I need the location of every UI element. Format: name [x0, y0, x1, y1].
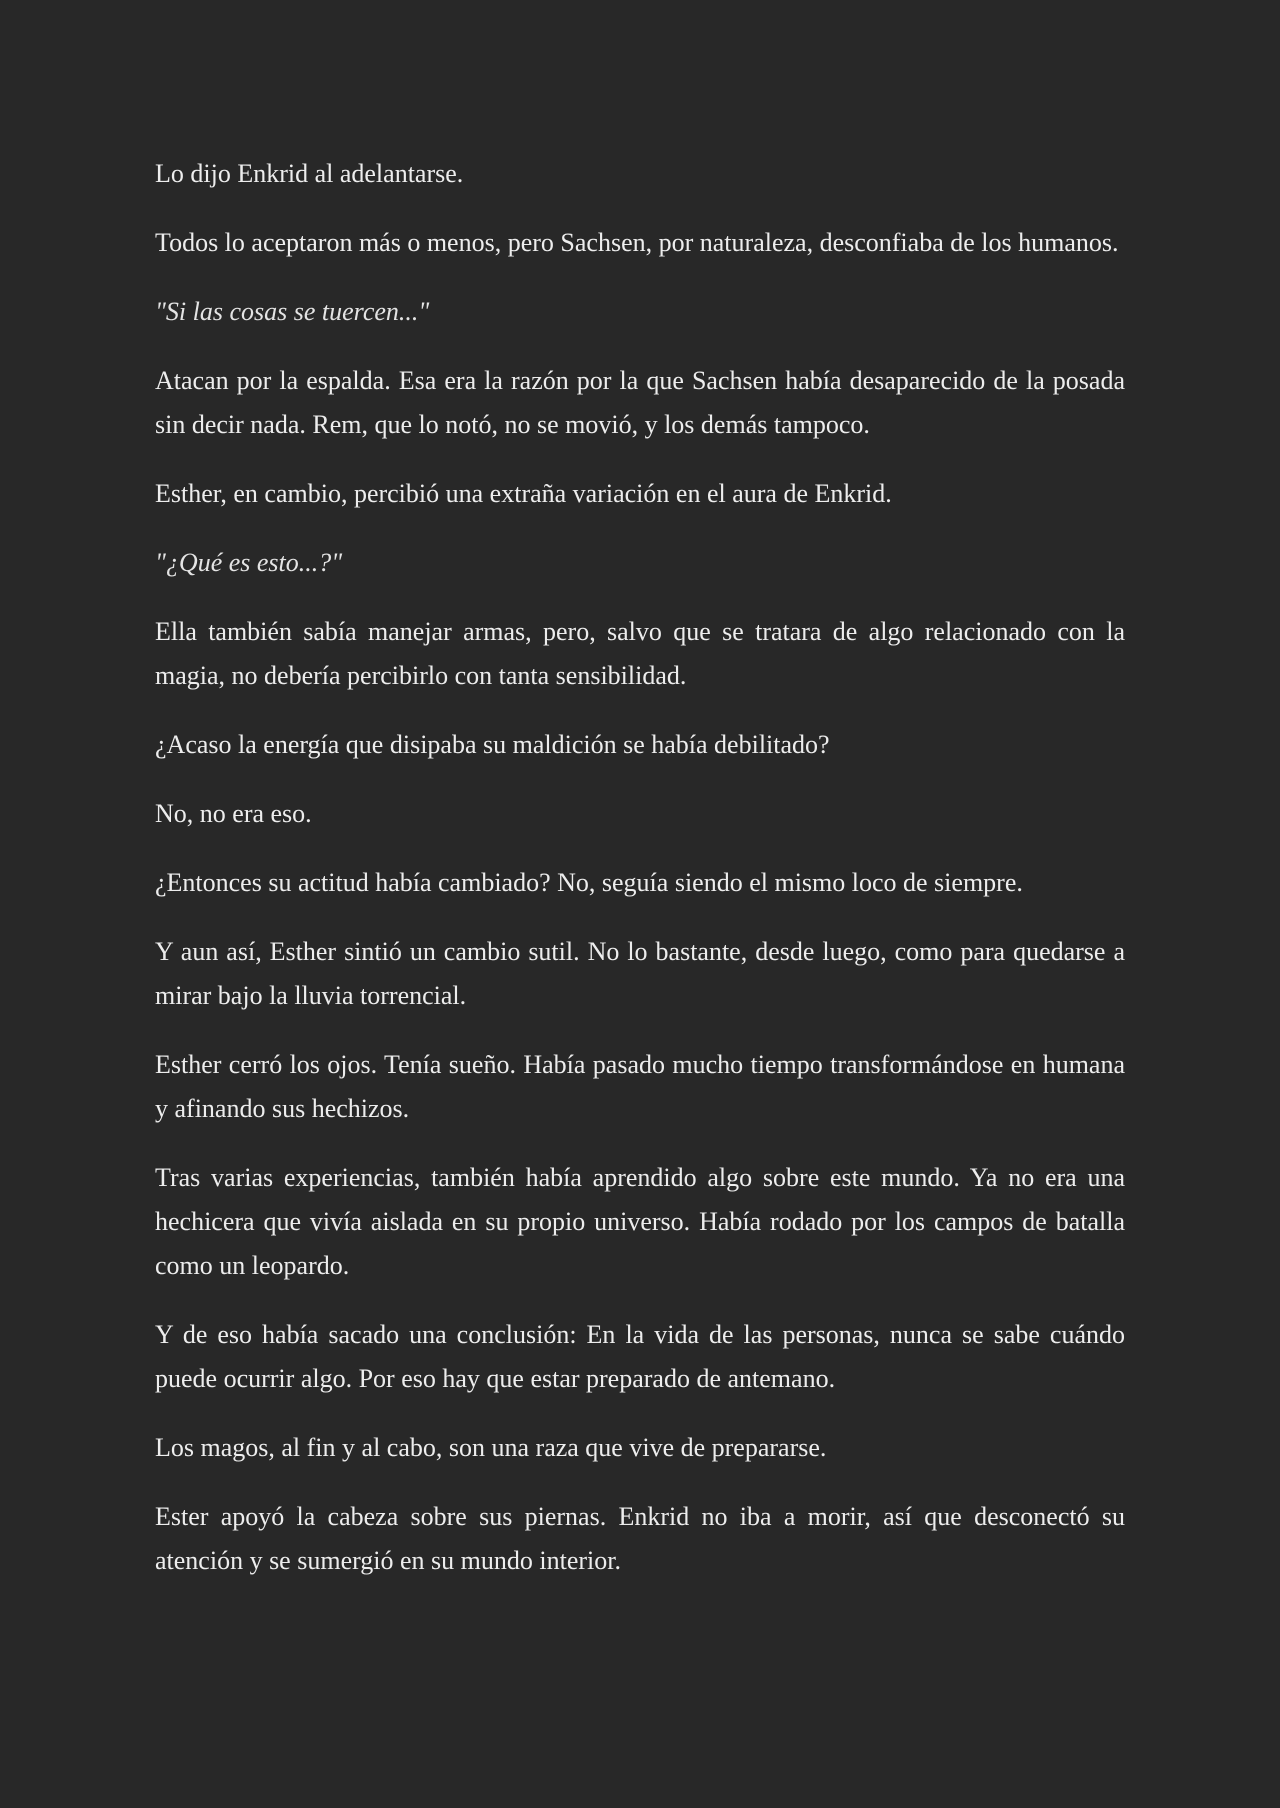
paragraph: ¿Acaso la energía que disipaba su maldición se había debilitado? [155, 730, 830, 759]
paragraph: Ester apoyó la cabeza sobre sus piernas. Enkrid no iba a morir, así que desconectó su atención y se sumergió en su mundo interior. [155, 1502, 1125, 1575]
paragraph: Tras varias experiencias, también había aprendido algo sobre este mundo. Ya no era una hechicera que vivía aislada en su propio universo. Había rodado por los campos de batalla como un leopardo. [155, 1163, 1125, 1280]
paragraph: Todos lo aceptaron más o menos, pero Sachsen, por naturaleza, desconfiaba de los humanos. [155, 228, 1119, 257]
paragraph: Lo dijo Enkrid al adelantarse. [155, 159, 464, 188]
paragraph: No, no era eso. [155, 799, 312, 828]
paragraph: Esther, en cambio, percibió una extraña variación en el aura de Enkrid. [155, 479, 892, 508]
paragraph: Atacan por la espalda. Esa era la razón por la que Sachsen había desaparecido de la posada sin decir nada. Rem, que lo notó, no se movió, y los demás tampoco. [155, 366, 1125, 439]
paragraph: Los magos, al fin y al cabo, son una raza que vive de prepararse. [155, 1433, 827, 1462]
paragraph: ¿Entonces su actitud había cambiado? No, seguía siendo el mismo loco de siempre. [155, 868, 1023, 897]
paragraph-dialogue: "¿Qué es esto...?" [155, 548, 343, 577]
paragraph: Ella también sabía manejar armas, pero, salvo que se tratara de algo relacionado con la magia, no debería percibirlo con tanta sensibilidad. [155, 617, 1125, 690]
paragraph: Esther cerró los ojos. Tenía sueño. Había pasado mucho tiempo transformándose en humana y afinando sus hechizos. [155, 1050, 1125, 1123]
paragraph: Y de eso había sacado una conclusión: En la vida de las personas, nunca se sabe cuándo puede ocurrir algo. Por eso hay que estar preparado de antemano. [155, 1320, 1125, 1393]
paragraph-dialogue: "Si las cosas se tuercen..." [155, 297, 430, 326]
paragraph: Y aun así, Esther sintió un cambio sutil. No lo bastante, desde luego, como para quedarse a mirar bajo la lluvia torrencial. [155, 937, 1125, 1010]
